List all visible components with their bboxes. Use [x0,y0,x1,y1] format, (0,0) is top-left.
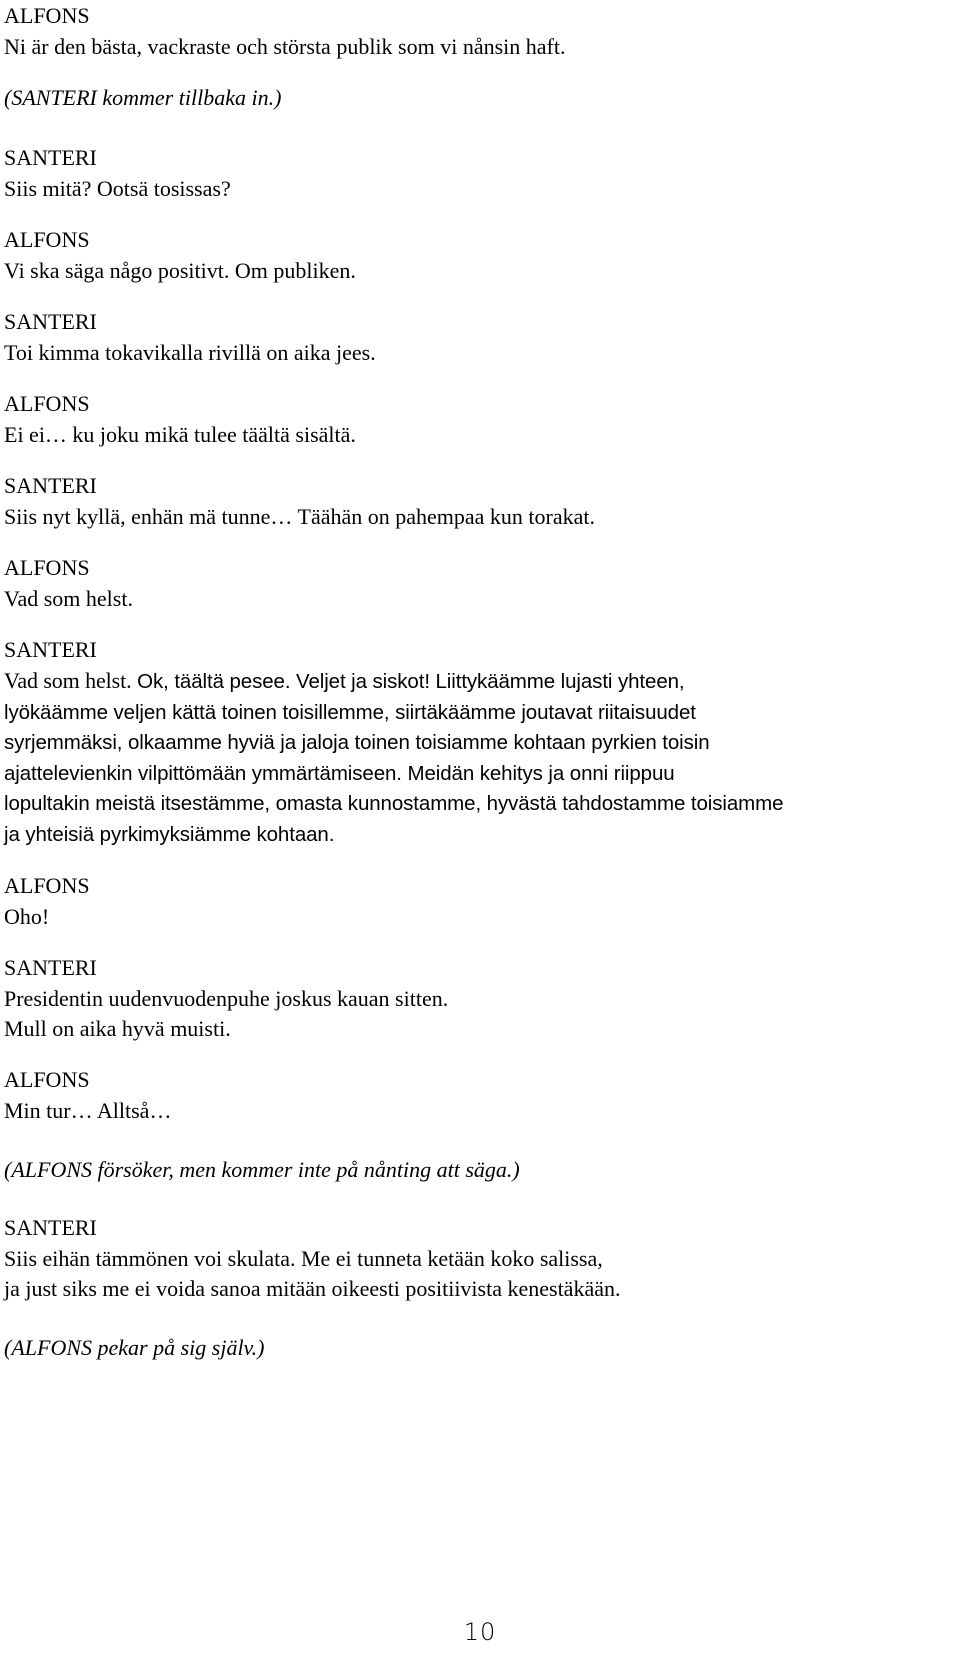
dialogue-line: Ni är den bästa, vackraste och största publik som vi nånsin haft. [4,34,566,59]
dialogue-line: Toi kimma tokavikalla rivillä on aika jees. [4,340,376,365]
dialogue-line: Siis eihän tämmönen voi skulata. Me ei tunneta ketään koko salissa, [4,1246,603,1271]
dialogue-block [4,388,944,450]
dialogue-fragment: Vad som helst. [4,668,132,693]
dialogue-line: ja just siks me ei voida sanoa mitään oikeesti positiivista kenestäkään. [4,1276,621,1301]
speaker-name: ALFONS [4,873,90,898]
speaker-name: SANTERI [4,309,97,334]
dialogue-block [4,552,944,614]
dialogue-line: Siis mitä? Ootsä tosissas? [4,176,231,201]
stage-direction: (ALFONS försöker, men kommer inte på nånting att säga.) [4,1157,520,1182]
speaker-name: SANTERI [4,1215,97,1240]
dialogue-block [4,870,944,932]
speaker-name: ALFONS [4,555,90,580]
dialogue-block [4,142,944,204]
dialogue-line: Vi ska säga någo positivt. Om publiken. [4,258,356,283]
dialogue-line: lyökäämme veljen kättä toinen toisillemme, siirtäkäämme joutavat riitaisuudet [4,700,696,724]
speaker-name: ALFONS [4,3,90,28]
script-page [4,0,944,1396]
speaker-name: ALFONS [4,391,90,416]
dialogue-line [4,666,944,698]
dialogue-block [4,224,944,286]
dialogue-line: lopultakin meistä itsestämme, omasta kunnostamme, hyvästä tahdostamme toisiamme [4,792,784,815]
stage-direction: (SANTERI kommer tillbaka in.) [4,85,282,110]
dialogue-line: Presidentin uudenvuodenpuhe joskus kauan sitten. [4,986,449,1011]
dialogue-line: Vad som helst. [4,586,133,611]
dialogue-line: Min tur… Alltså… [4,1098,172,1123]
dialogue-line: Siis nyt kyllä, enhän mä tunne… Täähän on pahempaa kun torakat. [4,504,595,529]
dialogue-line: ja yhteisiä pyrkimyksiämme kohtaan. [4,822,335,846]
dialogue-fragment: Ok, täältä pesee. Veljet ja siskot! Liittykäämme lujasti yhteen, [131,670,685,693]
speaker-name: ALFONS [4,1067,90,1092]
stage-direction: (ALFONS pekar på sig själv.) [4,1335,265,1360]
speaker-name: SANTERI [4,955,97,980]
speaker-name: SANTERI [4,473,97,498]
dialogue-line: Mull on aika hyvä muisti. [4,1016,231,1041]
dialogue-block [4,1064,944,1126]
dialogue-block [4,1212,944,1304]
dialogue-line: ajattelevienkin vilpittömään ymmärtämiseen. Meidän kehitys ja onni riippuu [4,761,675,785]
dialogue-block [4,0,944,62]
dialogue-line: Oho! [4,904,50,929]
dialogue-block-speech [4,634,944,850]
dialogue-line: syrjemmäksi, olkaamme hyviä ja jaloja toinen toisiamme kohtaan pyrkien toisin [4,731,710,754]
dialogue-line: Ei ei… ku joku mikä tulee täältä sisältä. [4,422,356,447]
dialogue-block [4,306,944,368]
dialogue-block [4,952,944,1044]
speaker-name: ALFONS [4,227,90,252]
speaker-name: SANTERI [4,145,97,170]
page-number: 10 [463,1618,497,1646]
dialogue-block [4,470,944,532]
speaker-name: SANTERI [4,637,97,662]
